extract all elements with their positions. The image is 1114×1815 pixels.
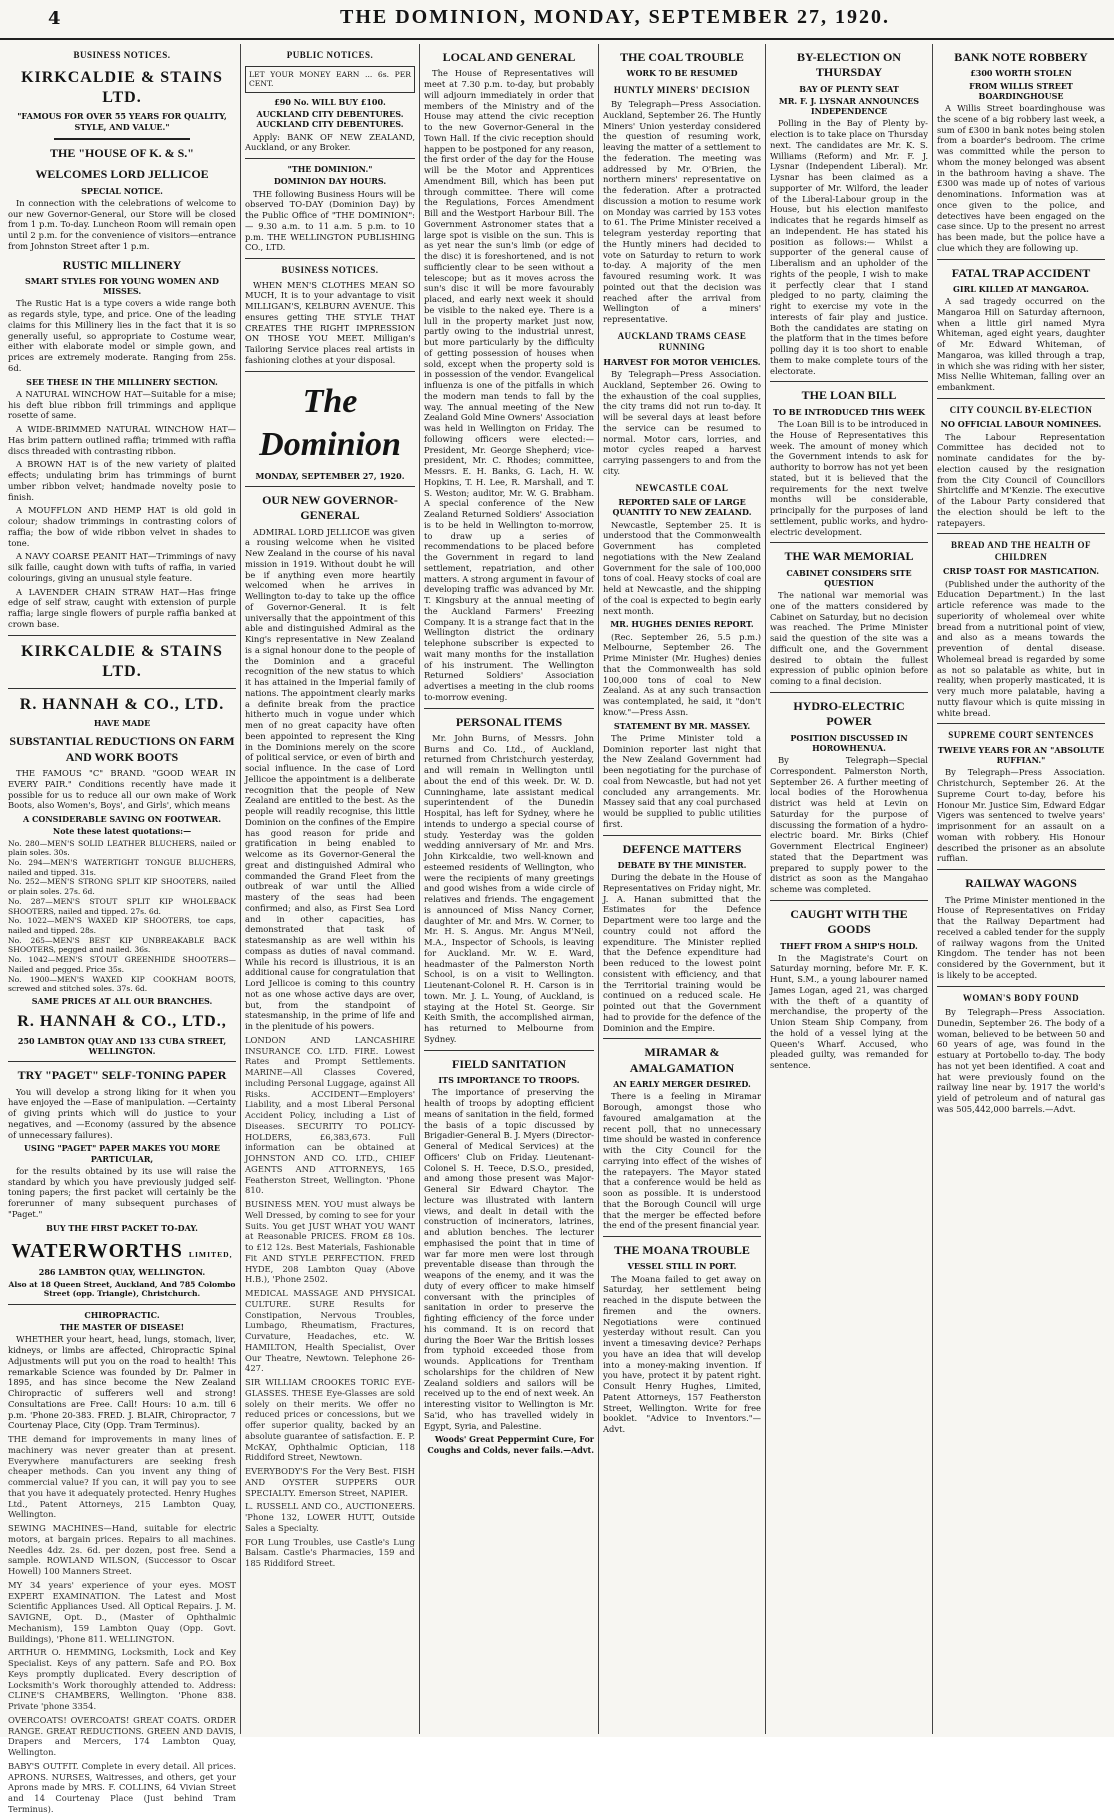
defence-body: During the debate in the House of Representatives on Friday night, Mr. J. A. Hanan submitted that the Estimates for the Defence Department were too large and the country could not afford the expenditure. The Minister replied that the Defence expenditure had been reduced to the lowest point consistent with efficiency, and that the Territorial training would be continued on a reduced scale. He pointed out that the Government had to provide for the defence of the Dominion and the Empire.: [603, 872, 761, 1033]
newcastle-headline: NEWCASTLE COAL: [635, 482, 729, 493]
boot-item: No. 287—MEN'S STOUT SPLIT KIP WHOLEBACK SHOOTERS, nailed and tipped. 27s. 6d.: [8, 896, 236, 916]
divider: [54, 138, 191, 140]
divider: [770, 381, 928, 382]
small-ad: BUSINESS MEN. YOU must always be Well Dressed, by coming to see for your Suits. You get JUST WHAT YOU WANT at Reasonable PRICES. FROM £8 10s. to £12 12s. Best Materials, Fashionable Fit AND STYLE PERFECTION. FRED HYDE, 208 Lambton Quay (Above H.B.), 'Phone 2502.: [245, 1199, 415, 1285]
lysnar-body: Polling in the Bay of Plenty by-election is to take place on Thursday next. The candidates are Mr. K. S. Williams (Reform) and Mr. F. J. Lysnar (Independent Liberal). Mr. Lysnar has been claimed as a supporter of Mr. Wilford, the leader of the Liberal-Labour group in the House, but his election manifesto indicates that he regards himself as an independent. He has stated his position as follows:— Whilst a supporter of the general cause of Liberalism and an upholder of the rights of the people, I wish to make it perfectly clear that I stand pledged to no party, claiming the right to exercise my vote in the interests of fair play and justice. Both the candidates are stating on the platform that in the times before polling day it is too short to enable them to make complete tours of the electorate.: [770, 118, 928, 376]
small-ad: THE demand for improvements in many lines of machinery was never greater than at present. Everywhere manufacturers are seeking fresh cheaper methods. Can you invent any thing of commercial value? If you can, it will pay you to see that you have it adequately protected. Henry Hughes Ltd., Patent Attorneys, 215 Lambton Quay, Wellington.: [8, 1434, 236, 1520]
miramar-headline: MIRAMAR & AMALGAMATION: [629, 1045, 735, 1075]
hannah-title-footer: R. HANNAH & CO., LTD.,: [17, 1013, 227, 1031]
divider: [770, 542, 928, 543]
massey-headline: STATEMENT BY MR. MASSEY.: [613, 720, 751, 731]
hannah-headline: SUBSTANTIAL REDUCTIONS ON FARM AND WORK BOOTS: [9, 734, 235, 764]
hat-item: A NAVY COARSE PEANIT HAT—Trimmings of navy silk faille, caught down with tufts of raffia, in varied colourings, giving an unusual style feature.: [8, 551, 236, 583]
column-bank-note-robbery: [937, 44, 1105, 1734]
paget-body: You will develop a strong liking for it when you have enjoyed the —Ease of manipulation. —Certainty of giving prints which will do justice to your negatives, and —Economy (assured by the absence of unnecessary failures).: [8, 1086, 236, 1140]
bank-subheading: £300 WORTH STOLEN: [970, 68, 1072, 79]
waterworths-address-2: Also at 18 Queen Street, Auckland, And 785 Colombo Street (opp. Triangle), Christchurch.: [8, 1279, 236, 1299]
editorial-headline: OUR NEW GOVERNOR-GENERAL: [262, 492, 398, 523]
court-body: By Telegraph—Press Association. Christchurch, September 26. At the Supreme Court to-day, before his Honour Mr. Justice Sim, Edward Edgar Vigers was sentenced to twelve years' imprisonment for an assault on a woman with robbery. His Honour described the prisoner as an absolute ruffian.: [937, 767, 1105, 864]
divider: [8, 688, 236, 689]
hats-list: [8, 389, 236, 630]
house-body: In connection with the celebrations of welcome to our new Governor-General, our Store will be closed from 1 p.m. To-day. Luncheon Room will remain open until 2 p.m. for the convenience of visitors—entrance from Johnston Street after 1 p.m.: [8, 197, 236, 251]
small-ad: SEWING MACHINES—Hand, suitable for electric motors, at bargain prices. Repairs to all machines. Needles 4dz. 2s. 6d. per dozen, post free. Send a sample. ROWLAND WILSON, (Successor to Oscar Howell) 100 Manners Street.: [8, 1523, 236, 1577]
caught-body: In the Magistrate's Court on Saturday morning, before Mr. F. K. Hunt, S.M., a young labourer named James Logan, aged 21, was charged with the theft of a quantity of merchandise, the property of the Union Steam Ship Company, from the hold of a vessel lying at the Queen's Wharf. Accused, who pleaded guilty, was remanded for sentence.: [770, 952, 928, 1071]
bread-subheading: CRISP TOAST FOR MASTICATION.: [943, 566, 1099, 577]
bank-subheading-2: FROM WILLIS STREET BOARDINGHOUSE: [969, 80, 1073, 101]
moana-body: The Moana failed to get away on Saturday, her settlement being reached in the dispute between the firemen and the owners. Negotiations were continued yesterday without result. Can you invent a timesaving device? Perhaps you have an idea that will develop into a money-making invention. If you have, protect it by patent right. Consult Henry Hughes, Limited, Patent Attorneys, 157 Featherston Street, Wellington. Write for free booklet. "Advice to Inventors."—Advt.: [603, 1273, 761, 1435]
boot-item: No. 280—MEN'S SOLID LEATHER BLUCHERS, nailed or plain soles. 30s.: [8, 838, 236, 858]
huntly-headline: HUNTLY MINERS' DECISION: [613, 84, 751, 95]
woman-body: By Telegraph—Press Association. Dunedin, September 26. The body of a woman, believed to be between 50 and 60 years of age, was found in the estuary at Portobello to-day. The body has not yet been identified. A coat and hat were previously found on the railway line near by. 1917 the world's yield of petroleum and of natural gas was 505,442,000 barrels.—Advt.: [937, 1007, 1105, 1114]
hannah-made: HAVE MADE: [93, 718, 151, 729]
hannah-note: Note these latest quotations:—: [52, 826, 192, 837]
paget-title: TRY "PAGET" SELF-TONING PAPER: [17, 1068, 227, 1083]
boot-item: No. 1022—MEN'S WAXED KIP SHOOTERS, toe caps, nailed and tipped. 28s.: [8, 916, 236, 935]
hydro-body: By Telegraph—Special Correspondent. Palmerston North, September 26. A further meeting of local bodies of the Horowhenua district was held at Levin on Saturday for the purpose of discussing the formation of a hydro-electric board. Mr. Birks (Chief Government Electrical Engineer) stated that the Department was prepared to supply power to the district as soon as the Mangahao scheme was completed.: [770, 755, 928, 895]
hannah-title: R. HANNAH & CO., LTD.: [19, 695, 225, 713]
trap-headline: FATAL TRAP ACCIDENT: [951, 265, 1091, 280]
caught-headline: CAUGHT WITH THE GOODS: [790, 906, 908, 937]
byelection-headline: BY-ELECTION ON THURSDAY: [797, 50, 901, 80]
council-body: The Labour Representation Committee has decided not to nominate candidates for the by-election caused by the resignation from the City Council of Councillors Shirtcliffe and M'Kenzie. The executive of the Labour Party considered that the election should be left to the ratepayers.: [937, 431, 1105, 528]
boot-item: No. 294—MEN'S WATERTIGHT TONGUE BLUCHERS, nailed and tipped. 31s.: [8, 857, 236, 877]
rustic-subtitle: SMART STYLES FOR YOUNG WOMEN AND MISSES.: [25, 275, 219, 297]
war-memorial-subheading: CABINET CONSIDERS SITE QUESTION: [786, 567, 912, 588]
hat-item: A NATURAL WINCHOW HAT—Suitable for a mise; his deft blue ribbon frill trimmings and applique rosette of same.: [8, 388, 236, 421]
small-ad: BABY'S OUTFIT. Complete in every detail. All prices. APRONS. NURSES, Waitresses, and others, get your Aprons made by MRS. F. COLLINS, 64 Vivian Street and 14 Courtenay Place (Just behind Tram Terminus).: [8, 1760, 236, 1814]
small-ad: MY 34 years' experience of your eyes. MOST EXPERT EXAMINATION. The Latest and Most Scientific Appliances Used. All Optical Repairs. J. M. SAVIGNE, Opt. D., (Master of Ophthalmic Mechanism), 159 Lambton Quay (Opp. Govt. Buildings), 'Phone 811. WELLINGTON.: [8, 1579, 236, 1644]
hat-item: A WIDE-BRIMMED NATURAL WINCHOW HAT—Has brim pattern outlined raffia; trimmed with raffia discs threaded with contrasting ribbon.: [8, 424, 236, 456]
personal-headline: PERSONAL ITEMS: [455, 714, 563, 729]
small-ad: ARTHUR O. HEMMING, Locksmith, Lock and Key Specialist. Keys of any pattern. Safe and P.O. Box Keys promptly duplicated. Every description of Locksmith's Work thoroughly attended to. Address: CLINE'S CHAMBERS, Wellington. 'Phone 838. Private 'phone 3354.: [8, 1647, 236, 1712]
railway-headline: RAILWAY WAGONS: [965, 876, 1077, 891]
small-ad: LONDON AND LANCASHIRE INSURANCE CO. LTD. FIRE. Lowest Rates and Prompt Settlements. MARINE—All Classes Covered, including Personal Luggage, against All Risks. ACCIDENT—Employers' Liability, and a most Liberal Personal Accident Policy, including a List of Diseases. SECURITY TO POLICY-HOLDERS, £6,383,673. Full information can be obtained at JOHNSTON AND CO. LTD., CHIEF AGENTS AND ATTORNEYS, 165 Featherston Street, Wellington. 'Phone 810.: [245, 1034, 415, 1196]
moana-subheading: VESSEL STILL IN PORT.: [627, 1261, 737, 1272]
will-buy: £90 No. WILL BUY £100.: [274, 96, 386, 107]
column-rule: [765, 44, 766, 1734]
dominion-notice: "THE DOMINION.": [287, 164, 373, 175]
divider: [245, 371, 415, 372]
hannah-saving: A CONSIDERABLE SAVING ON FOOTWEAR.: [23, 814, 221, 825]
apply-notice: Apply: BANK OF NEW ZEALAND, Auckland, or any Broker.: [245, 131, 415, 153]
hat-item: A MOUFFLON AND HEMP HAT is old gold in colour; shadow trimmings in contrasting colors of raffia; the bow of wide ribbon velvet in shades to tone.: [8, 505, 236, 548]
defence-headline: DEFENCE MATTERS: [622, 841, 742, 856]
chiro-body: WHETHER your heart, head, lungs, stomach, liver, kidneys, or limbs are affected, Chiropractic Spinal Adjustments will put you on the road to health! This remarkable Science was founded by Dr. Palmer in 1895, and has since become the New Zealand Chiropractic of sufferers well and strong! Consultations are Free. Call! Hours: 10 a.m. till 6 p.m. 'Phone 20-383. FRED. J. BLAIR, Chiropractor, 7 Courtenay Place, City (Opp. Tram Terminus).: [8, 1334, 236, 1431]
hat-item: A LAVENDER CHAIN STRAW HAT—Has fringe edge of self straw, caught with extension of purple raffia; large single flowers of purple raffia banked at crown base.: [8, 586, 236, 629]
court-subheading: TWELVE YEARS FOR AN "ABSOLUTE RUFFIAN.": [937, 744, 1105, 766]
paget-buy: BUY THE FIRST PACKET TO-DAY.: [46, 1222, 198, 1233]
column-rule: [419, 44, 420, 1734]
see-these: SEE THESE IN THE MILLINERY SECTION.: [26, 376, 218, 387]
miramar-subheading: AN EARLY MERGER DESIRED.: [613, 1079, 751, 1090]
masthead: [0, 0, 1114, 40]
court-headline: SUPREME COURT SENTENCES: [948, 730, 1094, 741]
hat-item: A BROWN HAT is of the new variety of plaited effects; undulating brim has trimmings of burnt umber ribbon velvet; handmade novelty posie to finish.: [8, 459, 236, 502]
divider: [603, 1038, 761, 1039]
boot-item: No. 1900—MEN'S WAXED KIP COOKHAM BOOTS, screwed and stitched soles. 37s. 6d.: [8, 974, 236, 994]
let-money-ad: LET YOUR MONEY EARN ... 6s. PER CENT.: [245, 66, 415, 93]
trap-body: A sad tragedy occurred on the Mangaroa Hill on Saturday afternoon, when a little girl named Myra Whiteman, aged eight years, daughter of Mr. Edward Whiteman, of Mangaroa, was killed through a trap, in which she was riding with her sister, Miss Nellie Whiteman, falling over an embankment.: [937, 296, 1105, 393]
field-headline: FIELD SANITATION: [452, 1056, 566, 1071]
small-ad: EVERYBODY'S For the Very Best. FISH AND OYSTER SUPPERS OUR SPECIALTY. Emerson Street, NAPIER.: [245, 1466, 415, 1498]
small-ad: SIR WILLIAM CROOKES TORIC EYE-GLASSES. THESE Eye-Glasses are sold solely on their merits. We offer no reduced prices or concessions, but we offer superior quality, backed by an absolute guarantee of satisfaction. E. P. McKAY, Ophthalmic Optician, 118 Riddiford Street, Newtown.: [245, 1377, 415, 1463]
boots-list: [8, 839, 236, 995]
trams-headline: AUCKLAND TRAMS CEASE RUNNING: [617, 330, 747, 353]
byelection-subheading: BAY OF PLENTY SEAT: [799, 83, 899, 94]
divider: [8, 1304, 236, 1305]
divider: [937, 986, 1105, 987]
column-rule: [598, 44, 599, 1734]
massey-body: The Prime Minister told a Dominion reporter last night that the New Zealand Government had been negotiating for the purchase of coal from Newcastle, but had not yet concluded any arrangements. Mr. Massey said that any coal purchased would be supplied to public utilities first.: [603, 732, 761, 829]
loan-headline: THE LOAN BILL: [801, 388, 897, 403]
lysnar-headline: MR. F. J. LYSNAR ANNOUNCES INDEPENDENCE: [778, 95, 920, 117]
divider: [245, 486, 415, 487]
council-subheading: NO OFFICIAL LABOUR NOMINEES.: [940, 419, 1102, 430]
rustic-body: The Rustic Hat is a type covers a wide range both as regards style, type, and price. One of the leading claims for this Millinery lies in the fact that it is so generally useful, so appropriate to Costume wear, either with elaborate model or simple gown, and prices are extremely moderate. Ranging from 25s. 6d.: [8, 298, 236, 373]
woman-headline: WOMAN'S BODY FOUND: [962, 992, 1080, 1003]
paget-body-2: for the results obtained by its use will raise the standard by which you have previously judged self-toning papers; the first packet will certainly be the forerunner of many subsequent purchases of "Paget.": [8, 1165, 236, 1219]
page-number: 4: [48, 8, 61, 29]
hannah-prices: SAME PRICES AT ALL OUR BRANCHES.: [31, 996, 213, 1007]
divider: [603, 835, 761, 836]
bank-headline: BANK NOTE ROBBERY: [954, 50, 1088, 64]
kirkcaldie-tagline: "FAMOUS FOR OVER 55 YEARS FOR QUALITY, STYLE, AND VALUE.": [17, 111, 227, 132]
hours-body: THE following Business Hours will be observed TO-DAY (Dominion Day) by the Public Office of "THE DOMINION":— 9.30 a.m. to 11 a.m. 5 p.m. to 10 p.m. THE WELLINGTON PUBLISHING CO., LTD.: [245, 188, 415, 253]
trams-body: By Telegraph—Press Association. Auckland, September 26. Owing to the exhaustion of the coal supplies, the city trams did not run to-day. It will be several days at least before the service can be resumed to normal. Motor cars, lorries, and motor cycles reaped a harvest carrying passengers to and from the city.: [603, 369, 761, 476]
divider: [937, 398, 1105, 399]
dominion-logo: The Dominion: [259, 382, 401, 464]
divider: [8, 1061, 236, 1062]
column-coal-trouble: [603, 44, 761, 1734]
divider: [8, 635, 236, 636]
coal-subheading: WORK TO BE RESUMED: [626, 68, 738, 79]
waterworths-ltd: LIMITED,: [188, 1249, 233, 1259]
hughes-headline: MR. HUGHES DENIES REPORT.: [610, 619, 754, 630]
divider: [937, 723, 1105, 724]
divider: [770, 900, 928, 901]
divider: [424, 708, 594, 709]
divider: [937, 259, 1105, 260]
field-subheading: ITS IMPORTANCE TO TROOPS.: [438, 1075, 580, 1086]
rustic-title: RUSTIC MILLINERY: [62, 257, 182, 272]
miramar-body: There is a feeling in Miramar Borough, amongst those who favoured amalgamation at the recent poll, that no unnecessary time should be wasted in conference with the City Council for the carrying into effect of the wishes of the ratepayers. The Mayor stated that a conference would be held as soon as possible. It is understood that the Borough Council will urge that the merger be effected before the end of the present financial year.: [603, 1091, 761, 1231]
column-by-election: [770, 44, 928, 1734]
waterworths-name: WATERWORTHS: [11, 1239, 183, 1262]
loan-subheading: TO BE INTRODUCED THIS WEEK: [772, 406, 926, 417]
caught-subheading: THEFT FROM A SHIP'S HOLD.: [780, 940, 918, 951]
boot-item: No. 1042—MEN'S STOUT GREENHIDE SHOOTERS—Nailed and pegged. Price 35s.: [8, 955, 236, 974]
divider: [937, 533, 1105, 534]
war-memorial-headline: THE WAR MEMORIAL: [784, 549, 914, 564]
hydro-headline: HYDRO-ELECTRIC POWER: [793, 698, 905, 729]
dateline: MONDAY, SEPTEMBER 27, 1920.: [255, 470, 405, 481]
defence-subheading: DEBATE BY THE MINISTER.: [617, 859, 747, 870]
bread-body: (Published under the authority of the Education Department.) In the last article reference was made to the superiority of wholemeal over white bread from a nutritional point of view, and also as a means towards the prevention of dental disease. Wholemeal bread is regarded by some as not so palatable as white, but in reality, when properly masticated, it is very much more palatable, having a nutty flavour which is quite missing in white bread.: [937, 578, 1105, 718]
divider: [603, 1236, 761, 1237]
waterworths-title: [8, 1239, 236, 1265]
newspaper-title: THE DOMINION, MONDAY, SEPTEMBER 27, 1920.: [340, 6, 891, 28]
loan-body: The Loan Bill is to be introduced in the House of Representatives this week. The amount of money which the Government intends to ask for authority to borrow has not yet been stated, but it is believed that the requirements for the next twelve months will be considerable, principally for the purposes of land settlement, public works, and hydro-electric development.: [770, 419, 928, 537]
bank-body: A Willis Street boardinghouse was the scene of a big robbery last week, a sum of £300 in bank notes being stolen from a boarder's bedroom. The crime was committed while the person to whom the money belonged was absent in the bathroom having a shave. The £300 was made up of notes of various denominations. Information was at once given to the police, and detectives have been engaged on the case since. Up to the present no arrest has been made, but the police have a clue which they are following up.: [937, 103, 1105, 253]
huntly-body: By Telegraph—Press Association. Auckland, September 26. The Huntly Miners' Union yesterday considered the question of resuming work, leaving the matter of a settlement to the federation. The meeting was addressed by Mr. O'Brien, the northern miners' representative on the federation. After a protracted discussion a motion to resume work on Monday was carried by 153 votes to 61. The Prime Minister received a telegram yesterday reporting that the Huntly miners had decided to vote on Saturday to return to work to-day. A majority of the men favoured resuming work. It was pointed out that the decision was reached after the arrival from Wellington of a miners' representative.: [603, 99, 761, 325]
war-memorial-body: The national war memorial was one of the matters considered by Cabinet on Saturday, but no decision was reached. The Prime Minister said the question of the site was a difficult one, and the Government desired to obtain the fullest expression of public opinion before coming to a final decision.: [770, 590, 928, 687]
waterworths-address: 286 LAMBTON QUAY, WELLINGTON.: [38, 1267, 206, 1278]
moana-headline: THE MOANA TROUBLE: [614, 1243, 750, 1258]
railway-body: The Prime Minister mentioned in the House of Representatives on Friday that the Railway Department had received a cabled tender for the supply of railway wagons from the United Kingdom. The tender has not been considered by the Government, but it is likely to be accepted.: [937, 894, 1105, 980]
newcastle-body: Newcastle, September 25. It is understood that the Commonwealth Government has completed negotiations with the New Zealand Government for the sale of 100,000 tons of coal. Heavy stocks of coal are held at Newcastle, and the shipping of the coal is expected to begin early next month.: [603, 519, 761, 616]
divider: [245, 258, 415, 259]
field-body: The importance of preserving the health of troops by adopting efficient means of sanitation in the field, formed the basis of a topic discussed by Brigadier-General B. J. Myers (Director-General of Medical Services) at the Officers' Club on Friday. Lieutenant-Colonel S. H. Teece, D.S.O., presided, and among those present was Major-General Sir Edward Chaytor. The lecture was illustrated with lantern views, and dealt in detail with the construction of incinerators, latrines, and ablution benches. The lecturer emphasised the point that in time of war far more men were lost through preventable disease than through the weapons of the enemy, and it was the duty of every officer to make himself conversant with the principles of sanitation in order to preserve the fighting efficiency of the force under his command. It is on record that during the Boer War the British losses from typhoid exceeded those from wounds. Applications for Trentham scholarships for the children of New Zealand soldiers and sailors will be received up to the end of next week. An interesting visitor to Wellington is Mr. Sa'id, who has travelled widely in Egypt, Syria, and Palestine.: [424, 1087, 594, 1431]
divider: [770, 692, 928, 693]
divider: [245, 158, 415, 159]
trap-subheading: GIRL KILLED AT MANGAROA.: [953, 283, 1089, 294]
small-ad: FOR Lung Troubles, use Castle's Lung Balsam. Castle's Pharmacies, 159 and 185 Riddiford Street.: [245, 1536, 415, 1569]
column-rule: [240, 44, 241, 1734]
council-headline: CITY COUNCIL BY-ELECTION: [949, 404, 1093, 415]
hughes-body: (Rec. September 26, 5.5 p.m.) Melbourne, September 26. The Prime Minister (Mr. Hughes) denies that the Commonwealth has sold 100,000 tons of coal to New Zealand. As at any such transaction was contemplated, he said, it "don't know."—Press Assn.: [603, 631, 761, 717]
personal-body: Mr. John Burns, of Messrs. John Burns and Co. Ltd., of Auckland, returned from Christchurch yesterday, and will remain in Wellington until about the end of this week. Dr. W. D. Cunninghame, late assistant medical superintendent of the Dunedin Hospital, has left for Sydney, where he intends to undergo a special course of study. Yesterday was the golden wedding anniversary of Mr. and Mrs. John Kirkcaldie, two well-known and esteemed residents of Wellington, who were the recipients of many greetings and good wishes from a wide circle of relatives and friends. The engagement is announced of Miss Nancy Corner, daughter of Mr. and Mrs. W. Corner, to Mr. H. S. Angus. Mr. Angus M'Neil, M.A., Inspector of Schools, is leaving for Auckland. Mr. W. E. Ward, headmaster of the Palmerston North School, is on a visit to Wellington. Lieutenant-Colonel R. H. Carson is in town. Mr. J. L. Young, of Auckland, is staying at the Hotel St. George. Sir Keith Smith, the accomplished airman, has returned to Melbourne from Sydney.: [424, 732, 594, 1044]
auckland-debentures: AUCKLAND CITY DEBENTURES. AUCKLAND CITY DEBENTURES.: [256, 109, 404, 130]
column-business-notices: [8, 44, 236, 1814]
section-label: BUSINESS NOTICES.: [73, 50, 171, 60]
bread-headline: BREAD AND THE HEALTH OF CHILDREN: [950, 540, 1092, 562]
section-label: PUBLIC NOTICES.: [286, 50, 374, 60]
hannah-address: 250 LAMBTON QUAY AND 133 CUBA STREET, WELLINGTON.: [17, 1035, 227, 1056]
small-ads: [8, 1434, 236, 1815]
hydro-subheading: POSITION DISCUSSED IN HOROWHENUA.: [790, 732, 908, 753]
coal-headline: THE COAL TROUBLE: [620, 50, 744, 64]
small-ad: L. RUSSELL AND CO., AUCTIONEERS. 'Phone 132, LOWER HUTT, Outside Sales a Specialty.: [245, 1501, 415, 1533]
day-hours: DOMINION DAY HOURS.: [273, 176, 387, 187]
column-public-notices: [245, 44, 415, 1734]
kirkcaldie-title-footer: KIRKCALDIE & STAINS LTD.: [21, 642, 223, 681]
boot-item: No. 265—MEN'S BEST KIP UNBREAKABLE BACK SHOOTERS, pegged and nailed. 36s.: [8, 935, 236, 955]
hannah-body: THE FAMOUS "C" BRAND. "GOOD WEAR IN EVERY PAIR." Conditions recently have made it possible for us to reduce all our own make of Work Boots, also Women's, Boys', and Girls', which means: [8, 768, 236, 811]
small-ad: MEDICAL MASSAGE AND PHYSICAL CULTURE. SURE Results for Constipation, Nervous Troubles, Lumbago, Rheumatism, Fractures, Curvature, Headaches, etc. W. HAMILTON, Health Specialist, Over Our Theatre, Newtown. Telephone 26-427.: [245, 1288, 415, 1374]
section-label: BUSINESS NOTICES.: [281, 265, 379, 276]
column-rule: [932, 44, 933, 1734]
local-headline: LOCAL AND GENERAL: [442, 50, 576, 64]
kirkcaldie-title: KIRKCALDIE & STAINS LTD.: [21, 68, 223, 106]
paget-using: USING "PAGET" PAPER MAKES YOU MORE PARTICULAR,: [24, 1143, 220, 1164]
small-ad: OVERCOATS! OVERCOATS! GREAT COATS. ORDER RANGE. GREAT REDUCTIONS. GREEN AND DAVIS, Drapers and Mercers, 174 Lambton Quay, Wellington.: [8, 1714, 236, 1758]
milligans-ad: WHEN MEN'S CLOTHES MEAN SO MUCH, It is to your advantage to visit MILLIGAN'S, KELBURN AVENUE. This ensures getting THE STYLE THAT CREATES THE RIGHT IMPRESSION ON THOSE YOU MEET. Milligan's Tailoring Service places real artists in fashioning clothes at your disposal.: [245, 279, 415, 365]
local-body: The House of Representatives will meet at 7.30 p.m. to-day, but probably will adjourn immediately in order that members of the Ministry and of the House may attend the civic reception to the new Governor-General in the Town Hall. If the civic reception should happen to be postponed for any reason, the first order of the day for the House will be the Motor and Apprentices Amendment Bill, which has been put through committee. There will come the Regulations, Forces Amendment Bill and the Westport Harbour Bill. The Government Astronomer states that a large spot is visible on the sun. This is as yet near the sun's limb (or edge of the disc) it is foreshortened, and is not sufficiently clear to be seen without a telescope; but as it moves across the sun's disc it will be more favourably placed, and early next week it should be visible to the naked eye. There is a lull in the property market just now, partly owing to the industrial unrest, but more particularly by the difficulty of getting possession of houses when sold, except when the property sold is in possession of the vendor. Evangelical influenza is one of the pitfalls in which the modern man tends to fall by the way. The annual meeting of the New Zealand Gold Mine Owners' Association was held in Wellington on Friday. The following officers were elected:—President, Mr. George Shepherd; vice-president, Mr. C. Rhodes; committee, Messrs. E. H. Banks, G. Lach, H. W. Hopkins, T. H. Lee, R. Marshall, and T. S. Weston; auditor, Mr. W. G. Brabham. A special conference of the New Zealand Returned Soldiers' Association is to be held in Wellington to-morrow, to draw up a series of recommendations to be placed before the Government in regard to land settlement, repatriation, and other matters. A strong argument in favour of developing traffic was advanced by Mr. T. Kingsbury at the annual meeting of the Auckland Farmers' Freezing Company. It is a strange fact that in the Wellington district the ordinary telephone subscriber is expected to wait many months for the installation of his instrument. The Wellington Returned Soldiers' Association advertises a meeting in the club rooms to-morrow evening.: [424, 68, 594, 702]
divider: [424, 1050, 594, 1051]
boot-item: No. 252—MEN'S STRONG SPLIT KIP SHOOTERS, nailed or plain soles. 27s. 6d.: [8, 877, 236, 897]
editorial-body: ADMIRAL LORD JELLICOE was given a rousing welcome when he visited New Zealand in the course of his naval mission in 1919. Without doubt he will be if anything even more heartily welcomed when he arrives in Wellington to-day to take up the office of Governor-General. It is felt universally that the appointment of this able and distinguished Admiral as the King's representative in New Zealand is a signal honour done to the people of the Dominion and a graceful recognition of the new status to which it has attained in the Imperial family of nations. The appointment clearly marks a definite break from the practice hitherto much in vogue under which men of no great capacity have often been appointed to represent the King in the Dominions merely on the score of political service, or even of birth and social influence. In the case of Lord Jellicoe the appointment is a deliberate recognition that the people of New Zealand are entitled to the best. As the people will readily recognise, this little Dominion on the confines of the Empire has good reason for pride and gratification in being enabled to welcome as its Governor-General the great and distinguished Admiral who commanded the Grand Fleet from the outbreak of war until the Allied mastery of the seas had been confirmed; and also, as First Sea Lord and in other capacities, has demonstrated that task of statesmanship as are well within his compass as duties of naval command. While his record is illustrious, it is an additional cause for congratulation that Lord Jellicoe is coming to this country not as one whose active days are over, but, from the standpoint of statesmanship, in the prime of life and in the plenitude of his powers.: [245, 526, 415, 1032]
newcastle-subheading: REPORTED SALE OF LARGE QUANTITY TO NEW ZEALAND.: [612, 497, 752, 518]
house-title: THE "HOUSE OF K. & S.": [50, 145, 194, 160]
divider: [937, 869, 1105, 870]
column-local-general: [424, 44, 594, 1734]
small-ads: [245, 1035, 415, 1569]
house-subtitle: WELCOMES LORD JELLICOE: [35, 167, 209, 182]
chiro-label: CHIROPRACTIC.: [84, 1310, 160, 1321]
chiro-headline: THE MASTER OF DISEASE!: [59, 1322, 185, 1333]
peppermint-advert: Woods' Great Peppermint Cure, For Coughs and Colds, never fails.—Advt.: [427, 1434, 594, 1455]
trams-subheading: HARVEST FOR MOTOR VEHICLES.: [603, 356, 761, 367]
special-notice: SPECIAL NOTICE.: [81, 185, 163, 196]
